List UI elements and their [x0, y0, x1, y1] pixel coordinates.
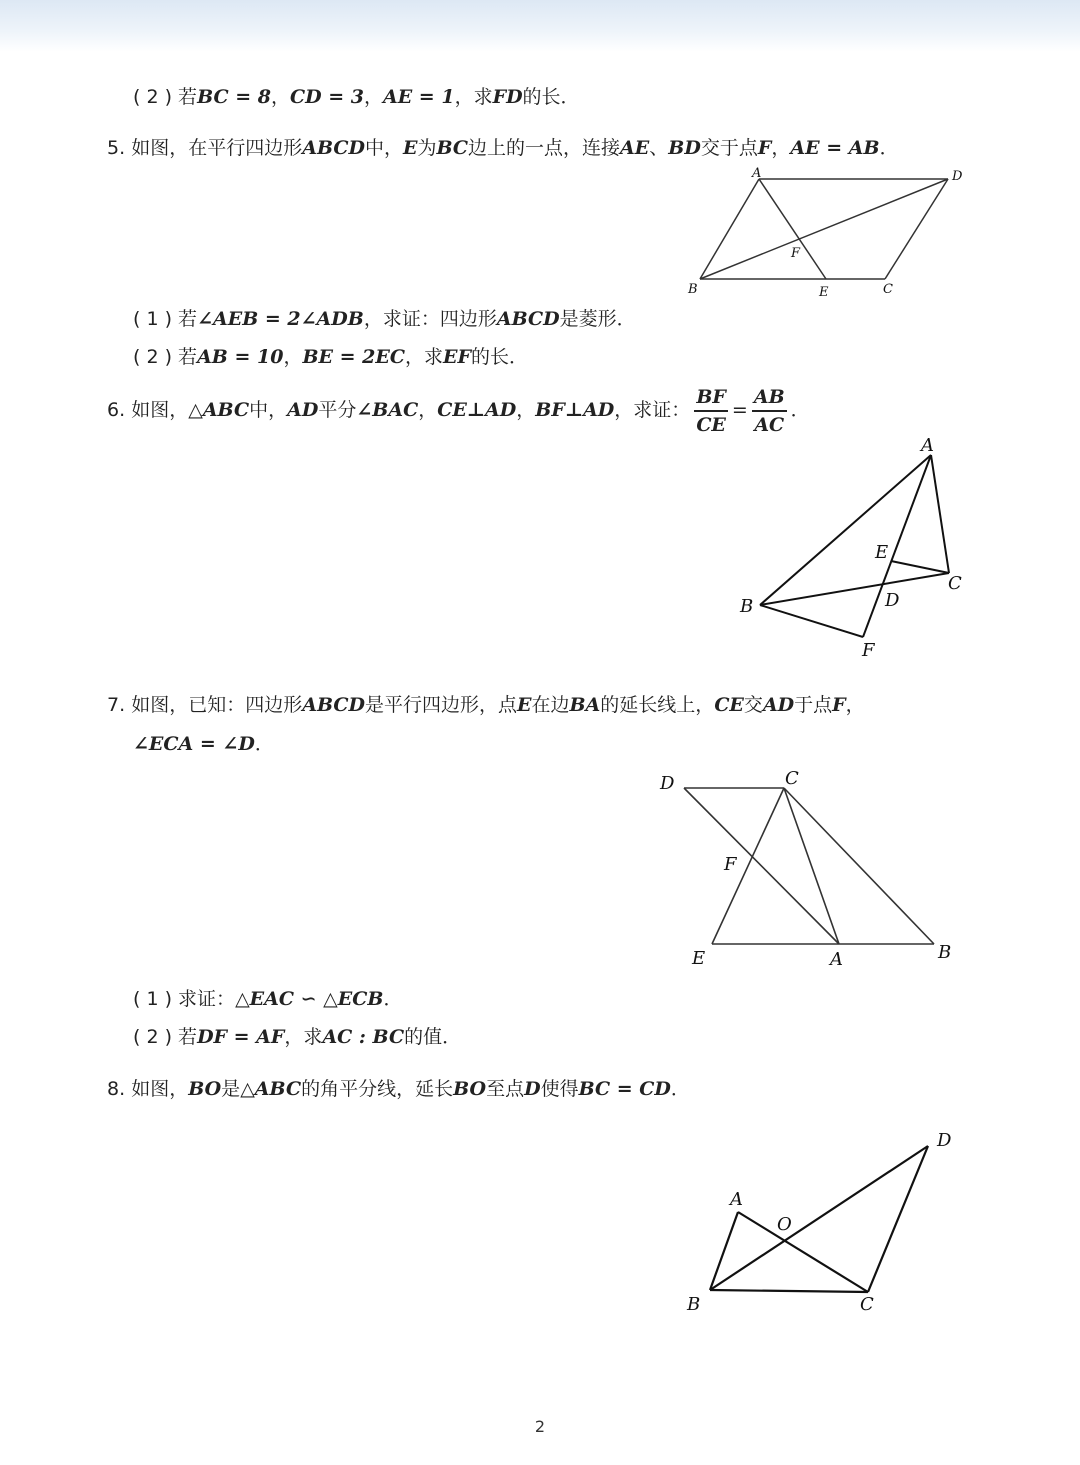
segment-BC — [710, 1290, 868, 1292]
segment-AB — [700, 179, 759, 279]
label-E: E — [875, 542, 889, 563]
q5-figure — [680, 160, 980, 310]
segment-AC — [738, 1212, 868, 1292]
part-index: ( 2 ) — [133, 86, 172, 108]
label-D: D — [937, 1130, 952, 1151]
q7-part1: ( 1 ) 求证：△EAC ∽ △ECB． — [133, 988, 403, 1010]
label-C: C — [948, 573, 962, 594]
segment-CA — [784, 788, 839, 944]
label-E: E — [692, 948, 706, 969]
label-A: A — [752, 166, 762, 181]
label-A: A — [921, 435, 934, 456]
segment-AB — [760, 455, 931, 605]
label-B: B — [688, 282, 698, 297]
segment-BF — [760, 605, 863, 637]
segment-AC — [931, 455, 949, 573]
question-number: 7. — [107, 694, 126, 716]
label-C: C — [785, 768, 799, 789]
label-C: C — [883, 282, 893, 297]
segment-EC — [891, 561, 949, 573]
segment-BD — [710, 1146, 928, 1290]
q7-stem-line2: ∠ECA = ∠D． — [133, 733, 274, 755]
segment-AE — [759, 179, 826, 279]
q5-part1: ( 1 ) 若∠AEB = 2∠ADB，求证：四边形ABCD是菱形． — [133, 308, 636, 330]
header-band — [0, 0, 1080, 52]
q6-stem: 6. 如图，△ABC中，AD平分∠BAC，CE⊥AD，BF⊥AD，求证： $\frac{BF}{CE}$ = $\frac{AB}{AC}$ ． — [107, 385, 810, 436]
segment-DC — [868, 1146, 928, 1292]
label-A: A — [730, 1189, 743, 1210]
q4-part2: ( 2 ) 若BC = 8，CD = 3，AE = 1，求FD的长． — [133, 86, 580, 108]
q8-figure — [680, 1120, 980, 1320]
label-B: B — [938, 942, 952, 963]
q6-figure — [730, 430, 980, 660]
label-O: O — [777, 1214, 792, 1235]
segment-CB — [784, 788, 934, 944]
page-number: 2 — [534, 1417, 546, 1436]
segment-AB — [710, 1212, 738, 1290]
label-C: C — [860, 1294, 874, 1315]
q8-stem: 8. 如图，BO是△ABC的角平分线，延长BO至点D使得BC = CD． — [107, 1078, 690, 1100]
label-F: F — [862, 640, 875, 661]
question-number: 5. — [107, 137, 126, 159]
question-number: 6. — [107, 399, 126, 421]
question-number: 8. — [107, 1078, 126, 1100]
label-A: A — [830, 949, 843, 970]
q7-stem: 7. 如图，已知：四边形ABCD是平行四边形，点E在边BA的延长线上，CE交AD于点F， — [107, 694, 865, 716]
label-B: B — [740, 596, 754, 617]
label-D: D — [660, 773, 675, 794]
label-D: D — [885, 590, 900, 611]
label-B: B — [687, 1294, 701, 1315]
label-D: D — [952, 169, 963, 184]
q5-part2: ( 2 ) 若AB = 10，BE = 2EC，求EF的长． — [133, 346, 528, 368]
q5-stem: 5. 如图，在平行四边形ABCD中，E为BC边上的一点，连接AE、BD交于点F，AE = AB． — [107, 137, 899, 159]
q7-figure — [650, 760, 970, 980]
label-E: E — [819, 285, 829, 300]
fraction-bf-ce: $\frac{BF}{CE}$ — [696, 385, 726, 436]
label-F: F — [791, 246, 801, 261]
segment-CE — [712, 788, 784, 944]
segment-DC — [885, 179, 948, 279]
segment-BC — [760, 573, 949, 605]
q7-part2: ( 2 ) 若DF = AF，求AC : BC的值． — [133, 1026, 462, 1048]
label-F: F — [724, 854, 737, 875]
segment-DA — [684, 788, 839, 944]
fraction-ab-ac: $\frac{AB}{AC}$ — [753, 385, 785, 436]
segment-BD — [700, 179, 948, 279]
